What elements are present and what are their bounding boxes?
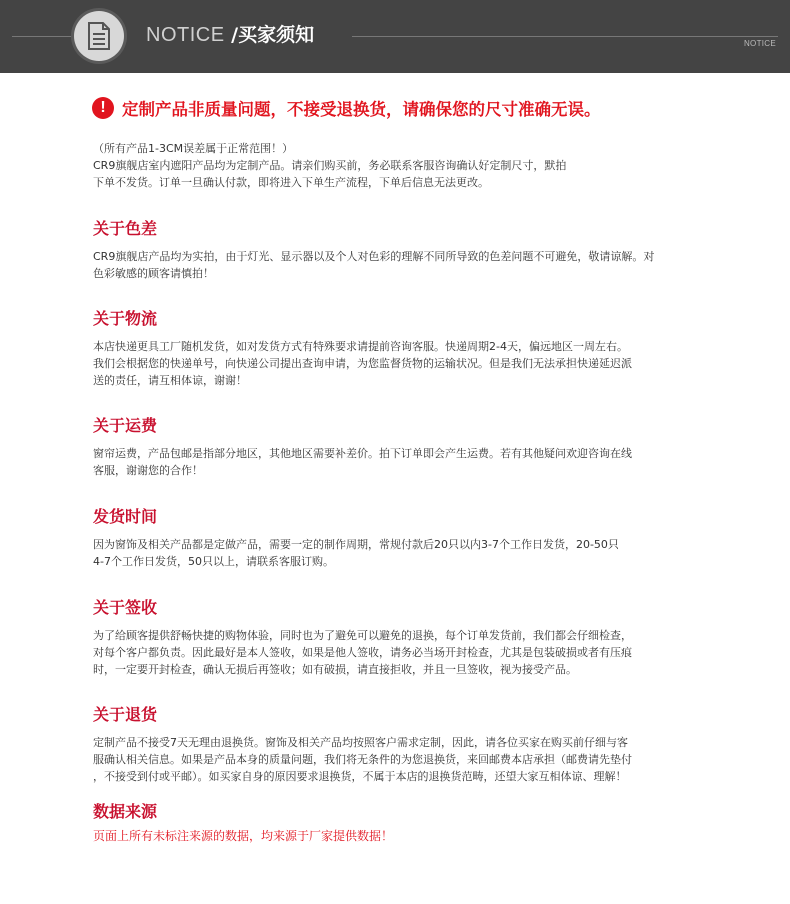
header-title-en: NOTICE bbox=[146, 24, 225, 46]
notice-header bbox=[0, 0, 790, 73]
intro-paragraph bbox=[93, 140, 713, 191]
header-divider-left bbox=[12, 36, 74, 37]
section-line: 定制产品不接受7天无理由退换货。窗饰及相关产品均按照客户需求定制，因此，请各位买家在购买前仔细与客 bbox=[93, 736, 628, 749]
header-divider-right bbox=[352, 36, 778, 37]
section-line: 4-7个工作日发货，50只以上，请联系客服订购。 bbox=[93, 555, 334, 568]
section-delivery-time bbox=[93, 506, 713, 570]
warning-text: 定制产品非质量问题，不接受退换货，请确保您的尺寸准确无误。 bbox=[122, 100, 601, 119]
intro-line: （所有产品1-3CM误差属于正常范围！） bbox=[93, 142, 294, 155]
intro-line: 下单不发货。订单一旦确认付款，即将进入下单生产流程，下单后信息无法更改。 bbox=[93, 176, 489, 189]
intro-line: CR9旗舰店室内遮阳产品均为定制产品。请亲们购买前，务必联系客服咨询确认好定制尺寸，默拍 bbox=[93, 159, 567, 172]
header-title bbox=[146, 22, 314, 48]
header-tag: NOTICE bbox=[743, 39, 776, 48]
section-line: 因为窗饰及相关产品都是定做产品，需要一定的制作周期，常规付款后20只以内3-7个工作日发货，20-50只 bbox=[93, 538, 619, 551]
section-title: 关于色差 bbox=[93, 219, 158, 238]
section-line: 客服，谢谢您的合作！ bbox=[93, 464, 203, 477]
section-title: 发货时间 bbox=[93, 507, 158, 526]
section-line: 服确认相关信息。如果是产品本身的质量问题，我们将无条件的为您退换货，来回邮费本店承担（邮费请先垫付 bbox=[93, 753, 632, 766]
section-line: 窗帘运费，产品包邮是指部分地区，其他地区需要补差价。拍下订单即会产生运费。若有其他疑问欢迎咨询在线 bbox=[93, 447, 632, 460]
section-line: 我们会根据您的快递单号，向快递公司提出查询申请，为您监督货物的运输状况。但是我们无法承担快递延迟派 bbox=[93, 357, 632, 370]
section-line: 色彩敏感的顾客请慎拍！ bbox=[93, 267, 214, 280]
warning-notice bbox=[92, 96, 601, 120]
section-title: 数据来源 bbox=[93, 802, 158, 821]
section-title: 关于退货 bbox=[93, 705, 158, 724]
section-color-difference bbox=[93, 218, 713, 282]
section-title: 关于物流 bbox=[93, 309, 158, 328]
section-line: 对每个客户都负责。因此最好是本人签收，如果是他人签收，请务必当场开封检查，尤其是包装破损或者有压痕 bbox=[93, 646, 632, 659]
section-logistics bbox=[93, 308, 713, 389]
section-line: 本店快递更具工厂随机发货，如对发货方式有特殊要求请提前咨询客服。快递周期2-4天，偏远地区一周左右。 bbox=[93, 340, 628, 353]
section-data-source bbox=[93, 801, 713, 845]
section-line: 为了给顾客提供舒畅快捷的购物体验，同时也为了避免可以避免的退换，每个订单发货前，我们都会仔细检查， bbox=[93, 629, 632, 642]
section-title: 关于签收 bbox=[93, 598, 158, 617]
section-line: CR9旗舰店产品均为实拍，由于灯光、显示器以及个人对色彩的理解不同所导致的色差问题不可避免，敬请谅解。对 bbox=[93, 250, 655, 263]
section-receipt bbox=[93, 597, 713, 678]
header-title-sep: / bbox=[224, 24, 239, 46]
header-icon-circle bbox=[74, 11, 124, 61]
header-title-zh: 买家须知 bbox=[238, 24, 315, 46]
section-line: 页面上所有未标注来源的数据，均来源于厂家提供数据！ bbox=[93, 829, 394, 843]
exclamation-icon: ! bbox=[92, 97, 114, 119]
section-title: 关于运费 bbox=[93, 416, 158, 435]
section-line: ，不接受到付或平邮）。如买家自身的原因要求退换货，不属于本店的退换货范畴，还望大家互相体谅、理解！ bbox=[93, 770, 627, 783]
section-line: 送的责任，请互相体谅，谢谢！ bbox=[93, 374, 247, 387]
section-shipping-fee bbox=[93, 415, 713, 479]
document-icon bbox=[87, 22, 111, 50]
section-line: 时，一定要开封检查，确认无损后再签收；如有破损，请直接拒收，并且一旦签收，视为接受产品。 bbox=[93, 663, 577, 676]
section-returns bbox=[93, 704, 713, 785]
